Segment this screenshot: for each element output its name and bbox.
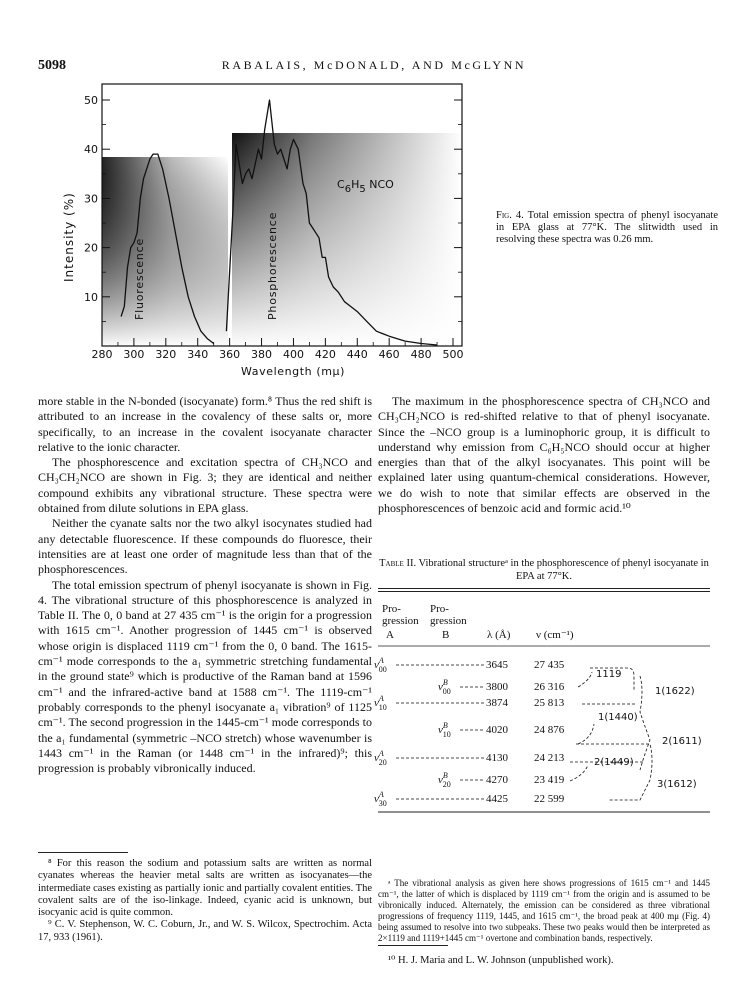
table-cell-nu: 22 599 <box>534 793 565 805</box>
header-prog-b-2: gression <box>430 615 467 627</box>
x-tick-label: 480 <box>410 348 432 361</box>
y-tick-label: 40 <box>84 143 98 157</box>
table-row-label: $\nu^B$ 20 <box>438 771 451 789</box>
table-row-label: $\nu^A$ 00 <box>374 656 387 674</box>
annotation-2-1449: 2(1449) <box>594 757 634 768</box>
x-tick-label: 280 <box>91 348 113 361</box>
table-cell-lambda: 4130 <box>486 752 508 764</box>
left-paragraph: The phosphorescence and excitation spectra of CH₃NCO and CH₃CH₂NCO are shown in Fig. 3; they are identical and neither compound exhibits any vibrational structure. These spectra were obtained from dilute solutions in EPA glass. <box>38 455 372 516</box>
header-prog-a-1: Pro- <box>382 603 401 615</box>
header-lambda: λ (Å) <box>487 629 511 641</box>
table-cell-nu: 24 876 <box>534 724 565 736</box>
table-cell-nu: 25 813 <box>534 697 565 709</box>
table-row-label: $\nu^A$ 20 <box>374 749 387 767</box>
header-prog-a-2: gression <box>382 615 419 627</box>
right-paragraph: The maximum in the phosphorescence spectra of CH₃NCO and CH₃CH₂NCO is red-shifted relative to that of phenyl isocyanate. Since the –NCO group is a luminophoric group, it is difficult to understand why emission from C₆H₅NCO should occur at higher energies than that of the alkyl isocyanates. This point will be explained later using quantum-chemical considerations. However, we do wish to note that similar effects are observed in the phosphorescences of benzoic acid and formic acid.¹⁰ <box>378 394 710 516</box>
annotation-2-1611: 2(1611) <box>662 736 702 747</box>
header-nu: ν (cm⁻¹) <box>536 629 574 641</box>
x-tick-label: 360 <box>219 348 241 361</box>
right-footnote: ¹⁰ H. J. Maria and L. W. Johnson (unpublished work). <box>388 955 614 966</box>
table-footnote-text: ᵃ The vibrational analysis as given here shows progressions of 1615 cm⁻¹ and 1445 cm⁻¹, the latter of which is displaced by 1119 cm⁻¹ from the origin and is assumed to be vibronically induced. Alternately, the emission can be considered as three vibrational progressions of frequency 1119, 1445, and 1615 cm⁻¹, the broad peak at 400 mμ (Fig. 4) being assumed to resolve into two subpeaks. These two peaks would then be interpreted as 2×1119 and 1119+1445 cm⁻¹ overtone and combination bands, respectively. <box>378 878 710 943</box>
table-row-label: $\nu^A$ 30 <box>374 790 387 808</box>
header-prog-b-1: Pro- <box>430 603 449 615</box>
table-cell-lambda: 4020 <box>486 724 508 736</box>
table-cell-nu: 27 435 <box>534 659 565 671</box>
table-cell-lambda: 4270 <box>486 774 508 786</box>
footnote: ⁸ For this reason the sodium and potassium salts are written as normal cyanates whereas the heavier metal salts are written as isocyanates—the intermediate cases existing as partially ionic and partially covalent entities. The covalent salts are of the iso-linkage. Indeed, cyanic acid is unknown, but isocyanic acid is quite common. <box>38 858 372 919</box>
left-paragraph: more stable in the N-bonded (isocyanate) form.⁸ Thus the red shift is attributed to an increase in the covalency of these salts or, more specifically, to an increase in the covalent isocyanate character relative to the ionic character. <box>38 394 372 454</box>
progression-brackets <box>570 668 652 800</box>
x-tick-label: 340 <box>187 348 209 361</box>
x-tick-label: 400 <box>282 348 304 361</box>
left-paragraph: The total emission spectrum of phenyl isocyanate is shown in Fig. 4. The vibrational structure of this phosphorescence is analyzed in Table II. The 0, 0 band at 27 435 cm⁻¹ is the origin for a progression with 1615 cm⁻¹. Another progression of 1445 cm⁻¹ is observed whose origin is displaced 1119 cm⁻¹ from the 0, 0 band. The 1615-cm⁻¹ mode corresponds to the a₁ symmetric stretching fundamental in the ground state⁹ which is productive of the Raman band at 1596 cm⁻¹ and the infrared-active band at 1588 cm⁻¹. The 1119-cm⁻¹ probably corresponds to the phenyl isocyanate a₁ vibration⁹ of 1125 cm⁻¹. The second progression in the 1445-cm⁻¹ mode corresponds to the a₁ fundamental (symmetric –NCO stretch) whose wavenumber is 1443 cm⁻¹ in the Raman (or 1448 cm⁻¹ in the infrared)⁹; this progression is probably vibronically induced. <box>38 577 372 776</box>
y-tick-label: 10 <box>84 290 98 304</box>
table-row-label: $\nu^A$ 10 <box>374 694 387 712</box>
header-prog-a-3: A <box>386 629 394 641</box>
x-tick-label: 440 <box>346 348 368 361</box>
table-title-text: Vibrational structureᵃ in the phosphorescence of phenyl isocyanate in EPA at 77°K. <box>418 558 709 582</box>
page-number: 5098 <box>38 58 66 73</box>
phosphorescence-label: Phosphorescence <box>266 211 279 320</box>
x-tick-label: 380 <box>251 348 273 361</box>
running-head: RABALAIS, McDONALD, AND McGLYNN <box>221 58 527 72</box>
x-tick-label: 300 <box>123 348 145 361</box>
table-footnote <box>378 878 710 944</box>
figure-caption-text: Total emission spectra of phenyl isocyanate in EPA glass at 77°K. The slitwidth used in resolving these spectra was 0.26 mm. <box>496 210 718 245</box>
y-tick-label: 30 <box>84 192 98 206</box>
figure-caption-label: Fig. 4. <box>496 210 524 221</box>
footnote-rule <box>378 945 448 946</box>
y-tick-label: 50 <box>84 94 98 107</box>
table-cell-lambda: 3874 <box>486 697 508 709</box>
table-row-label: $\nu^B$ 00 <box>438 678 451 696</box>
annotation-1119: 1119 <box>596 669 622 680</box>
x-tick-label: 460 <box>378 348 400 361</box>
fluorescence-label: Fluorescence <box>133 237 146 320</box>
table-row-label: $\nu^B$ 10 <box>438 721 451 739</box>
table-cell-nu: 26 316 <box>534 681 565 693</box>
x-tick-label: 420 <box>314 348 336 361</box>
x-tick-label: 320 <box>155 348 177 361</box>
table-cell-nu: 24 213 <box>534 752 565 764</box>
table-rows <box>374 656 565 808</box>
header-prog-b-3: B <box>442 629 450 641</box>
x-tick-label: 500 <box>442 348 464 361</box>
annotation-3-1612: 3(1612) <box>657 779 697 790</box>
table-cell-lambda: 4425 <box>486 793 508 805</box>
x-axis-label: Wavelength (mμ) <box>241 365 346 378</box>
table-cell-lambda: 3800 <box>486 681 508 693</box>
y-tick-label: 20 <box>84 241 98 255</box>
left-paragraph: Neither the cyanate salts nor the two alkyl isocynates studied had any detectable fluorescence. If these compounds do fluoresce, their intensities are at least one order of magnitude less than that of the phosphorescences. <box>38 516 372 577</box>
y-axis-label: Intensity (%) <box>62 192 76 282</box>
footnote: ⁹ C. V. Stephenson, W. C. Coburn, Jr., and W. S. Wilcox, Spectrochim. Acta 17, 933 (1961). <box>38 919 372 943</box>
annotation-1-1622: 1(1622) <box>655 686 695 697</box>
table-cell-nu: 23 419 <box>534 774 565 786</box>
table-cell-lambda: 3645 <box>486 659 508 671</box>
table-label: Table II. <box>379 558 417 569</box>
annotation-1-1440: 1(1440) <box>598 712 638 723</box>
compound-label: C6H5 NCO <box>337 178 394 195</box>
